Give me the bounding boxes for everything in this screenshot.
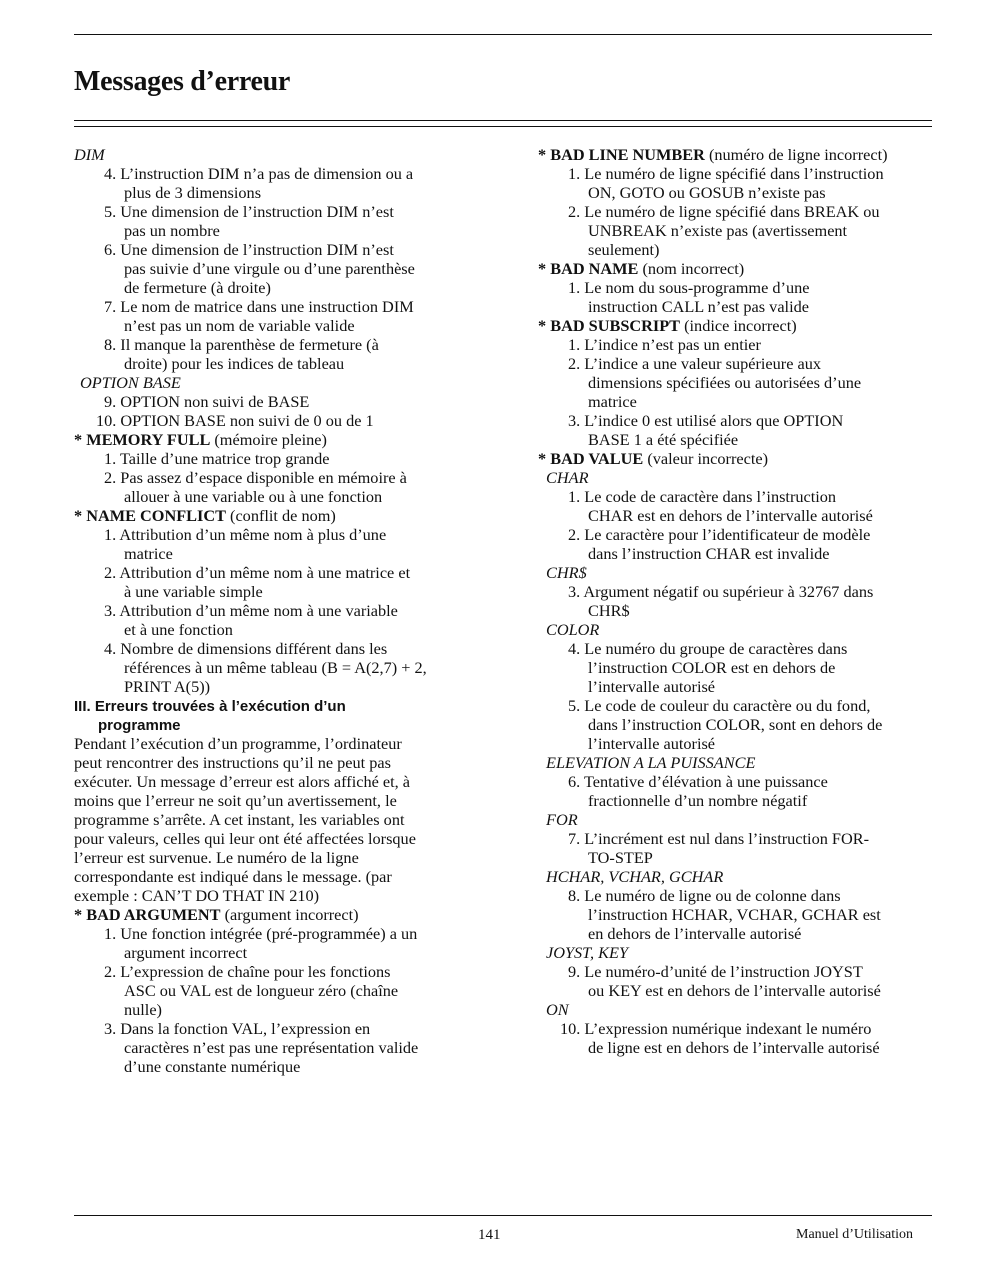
line-text: 10. L’expression numérique indexant le numéro [560,1019,872,1038]
text-line [74,240,494,259]
text-line [74,658,494,677]
line-text: dans l’instruction COLOR, sont en dehors de [588,715,883,734]
error-name: * NAME CONFLICT [74,506,226,525]
subheading: COLOR [546,620,600,639]
text-line [74,924,494,943]
text-line [74,221,494,240]
text-line [538,810,938,829]
line-text: 1. Taille d’une matrice trop grande [104,449,330,468]
text-line [538,620,938,639]
line-text: 9. OPTION non suivi de BASE [104,392,310,411]
line-text: 2. Attribution d’un même nom à une matrice et [104,563,411,582]
text-line [74,202,494,221]
line-text: et à une fonction [124,620,233,639]
line-text: (conflit de nom) [225,506,336,525]
text-line [538,753,938,772]
line-text: l’intervalle autorisé [588,677,716,696]
line-text: pas suivie d’une virgule ou d’une parenthèse [124,259,415,278]
subheading: CHAR [546,468,589,487]
line-text: caractères n’est pas une représentation valide [124,1038,419,1057]
text-line [74,829,494,848]
text-line [74,183,494,202]
text-line [538,544,938,563]
line-text: (indice incorrect) [680,316,797,335]
line-text: (mémoire pleine) [210,430,327,449]
error-name: * BAD NAME [538,259,639,278]
line-text: 5. Le code de couleur du caractère ou du fond, [568,696,871,715]
text-line [538,867,938,886]
line-text: UNBREAK n’existe pas (avertissement [588,221,848,240]
text-line [538,240,938,259]
line-text: dans l’instruction CHAR est invalide [588,544,830,563]
line-text: BASE 1 a été spécifiée [588,430,739,449]
text-line [538,335,938,354]
section-heading: III. Erreurs trouvées à l’exécution d’un [74,698,346,715]
text-line [538,183,938,202]
line-text: 3. Attribution d’un même nom à une variable [104,601,398,620]
line-text: TO-STEP [588,848,653,867]
text-line [538,1038,938,1057]
text-line [538,430,938,449]
line-text: ASC ou VAL est de longueur zéro (chaîne [124,981,399,1000]
line-text: 4. Nombre de dimensions différent dans les [104,639,388,658]
line-text: 2. Le caractère pour l’identificateur de modèle [568,525,871,544]
text-line [74,259,494,278]
line-text: 10. OPTION BASE non suivi de 0 ou de 1 [96,411,374,430]
subheading: ON [546,1000,569,1019]
text-line [538,791,938,810]
line-text: 9. Le numéro-d’unité de l’instruction JOYST [568,962,863,981]
line-text: CHAR est en dehors de l’intervalle autorisé [588,506,873,525]
line-text: (argument incorrect) [220,905,359,924]
text-line [538,943,938,962]
line-text: plus de 3 dimensions [124,183,262,202]
text-line [74,506,494,525]
line-text: à une variable simple [124,582,263,601]
line-text: exécuter. Un message d’erreur est alors affiché et, à [74,772,411,791]
text-line [74,943,494,962]
subheading: ELEVATION A LA PUISSANCE [546,753,756,772]
section-heading: programme [98,717,181,734]
text-line [538,145,938,164]
text-line [74,1057,494,1076]
text-line [74,582,494,601]
line-text: ON, GOTO ou GOSUB n’existe pas [588,183,826,202]
line-text: 8. Il manque la parenthèse de fermeture (à [104,335,379,354]
subheading: CHR$ [546,563,587,582]
text-line [74,449,494,468]
line-text: 1. Le numéro de ligne spécifié dans l’instruction [568,164,884,183]
text-line [538,924,938,943]
text-line [74,563,494,582]
text-line [74,772,494,791]
line-text: 1. Le nom du sous-programme d’une [568,278,810,297]
text-line [538,202,938,221]
line-text: matrice [124,544,173,563]
line-text: 7. Le nom de matrice dans une instruction DIM [104,297,414,316]
line-text: ou KEY est en dehors de l’intervalle autorisé [588,981,881,1000]
line-text: seulement) [588,240,660,259]
text-line [74,164,494,183]
line-text: références à un même tableau (B = A(2,7) + 2, [124,658,427,677]
line-text: 2. Pas assez d’espace disponible en mémoire à [104,468,407,487]
line-text: 2. Le numéro de ligne spécifié dans BREAK ou [568,202,880,221]
text-line [538,734,938,753]
line-text: 3. Dans la fonction VAL, l’expression en [104,1019,371,1038]
text-line [74,544,494,563]
text-line [538,905,938,924]
text-line [74,867,494,886]
line-text: nulle) [124,1000,162,1019]
text-line [538,411,938,430]
line-text: (nom incorrect) [638,259,745,278]
line-text: 4. Le numéro du groupe de caractères dans [568,639,848,658]
text-line [538,639,938,658]
line-text: (numéro de ligne incorrect) [704,145,888,164]
line-text: exemple : CAN’T DO THAT IN 210) [74,886,320,905]
text-line [74,601,494,620]
error-name: * BAD SUBSCRIPT [538,316,681,335]
text-line [74,487,494,506]
text-line [538,278,938,297]
left-column [74,145,494,1076]
line-text: peut rencontrer des instructions qu’il ne peut pas [74,753,391,772]
line-text: 4. L’instruction DIM n’a pas de dimension ou a [104,164,414,183]
line-text: 8. Le numéro de ligne ou de colonne dans [568,886,841,905]
text-line [538,525,938,544]
text-line [74,392,494,411]
text-line [74,905,494,924]
text-line [538,164,938,183]
line-text: 5. Une dimension de l’instruction DIM n’est [104,202,394,221]
text-line [74,1019,494,1038]
line-text: 1. L’indice n’est pas un entier [568,335,761,354]
line-text: droite) pour les indices de tableau [124,354,345,373]
line-text: l’instruction HCHAR, VCHAR, GCHAR est [588,905,881,924]
line-text: programme s’arrête. A cet instant, les variables ont [74,810,405,829]
text-line [74,430,494,449]
text-line [538,373,938,392]
text-line [74,354,494,373]
error-name: * BAD ARGUMENT [74,905,221,924]
error-name: * BAD VALUE [538,449,644,468]
text-line [74,620,494,639]
text-line [74,753,494,772]
text-line [538,715,938,734]
text-line [538,1019,938,1038]
line-text: n’est pas un nom de variable valide [124,316,355,335]
text-line [74,734,494,753]
line-text: pas un nombre [124,221,220,240]
text-line [538,316,938,335]
line-text: l’instruction COLOR est en dehors de [588,658,836,677]
text-line [538,1000,938,1019]
line-text: d’une constante numérique [124,1057,301,1076]
text-line [74,696,494,715]
line-text: 1. Une fonction intégrée (pré-programmée) a un [104,924,418,943]
text-line [538,468,938,487]
line-text: (valeur incorrecte) [643,449,769,468]
text-line [538,696,938,715]
text-line [74,145,494,164]
text-line [74,1038,494,1057]
line-text: CHR$ [588,601,630,620]
line-text: 6. Une dimension de l’instruction DIM n’est [104,240,394,259]
line-text: PRINT A(5)) [124,677,211,696]
subheading: HCHAR, VCHAR, GCHAR [546,867,724,886]
text-line [538,221,938,240]
text-line [74,1000,494,1019]
line-text: fractionnelle d’un nombre négatif [588,791,808,810]
text-line [74,373,494,392]
line-text: l’intervalle autorisé [588,734,716,753]
text-line [538,601,938,620]
text-line [538,772,938,791]
line-text: argument incorrect [124,943,248,962]
text-line [538,582,938,601]
text-line [538,981,938,1000]
text-line [538,297,938,316]
text-line [74,335,494,354]
text-line [538,962,938,981]
line-text: de fermeture (à droite) [124,278,271,297]
line-text: 7. L’incrément est nul dans l’instruction FOR- [568,829,870,848]
line-text: en dehors de l’intervalle autorisé [588,924,802,943]
text-line [74,886,494,905]
line-text: moins que l’erreur ne soit qu’un avertissement, le [74,791,397,810]
text-line [538,487,938,506]
line-text: l’erreur est survenue. Le numéro de la ligne [74,848,359,867]
text-line [74,715,494,734]
text-line [538,259,938,278]
text-line [74,316,494,335]
text-line [538,677,938,696]
line-text: pour valeurs, celles qui leur ont été affectées lorsque [74,829,416,848]
subheading: OPTION BASE [80,373,181,392]
text-line [538,506,938,525]
subheading: DIM [74,145,105,164]
error-name: * MEMORY FULL [74,430,211,449]
subheading: FOR [546,810,578,829]
line-text: 3. Argument négatif ou supérieur à 32767 dans [568,582,874,601]
text-line [74,297,494,316]
text-line [74,468,494,487]
title-double-rule [74,120,932,127]
line-text: 2. L’expression de chaîne pour les fonctions [104,962,391,981]
text-line [74,278,494,297]
text-line [74,810,494,829]
text-line [538,829,938,848]
bottom-rule [74,1215,932,1216]
text-line [74,411,494,430]
text-line [74,677,494,696]
top-rule [74,34,932,35]
right-column [538,145,938,1057]
line-text: 6. Tentative d’élévation à une puissance [568,772,828,791]
text-line [74,981,494,1000]
subheading: JOYST, KEY [546,943,629,962]
text-line [538,658,938,677]
text-line [538,449,938,468]
text-line [74,791,494,810]
line-text: allouer à une variable ou à une fonction [124,487,383,506]
text-line [74,525,494,544]
text-line [74,639,494,658]
line-text: dimensions spécifiées ou autorisées d’une [588,373,862,392]
line-text: instruction CALL n’est pas valide [588,297,809,316]
line-text: de ligne est en dehors de l’intervalle autorisé [588,1038,880,1057]
line-text: 2. L’indice a une valeur supérieure aux [568,354,822,373]
line-text: Pendant l’exécution d’un programme, l’ordinateur [74,734,402,753]
page-number: 141 [478,1227,501,1243]
text-line [538,354,938,373]
line-text: matrice [588,392,637,411]
text-line [538,886,938,905]
line-text: 1. Le code de caractère dans l’instruction [568,487,837,506]
manual-title: Manuel d’Utilisation [796,1227,914,1242]
text-line [538,848,938,867]
text-line [74,848,494,867]
text-line [74,962,494,981]
line-text: correspondante est indiqué dans le message. (par [74,867,392,886]
text-line [538,392,938,411]
page-title: Messages d’erreur [74,66,290,97]
line-text: 3. L’indice 0 est utilisé alors que OPTION [568,411,844,430]
text-line [538,563,938,582]
error-name: * BAD LINE NUMBER [538,145,705,164]
line-text: 1. Attribution d’un même nom à plus d’une [104,525,387,544]
